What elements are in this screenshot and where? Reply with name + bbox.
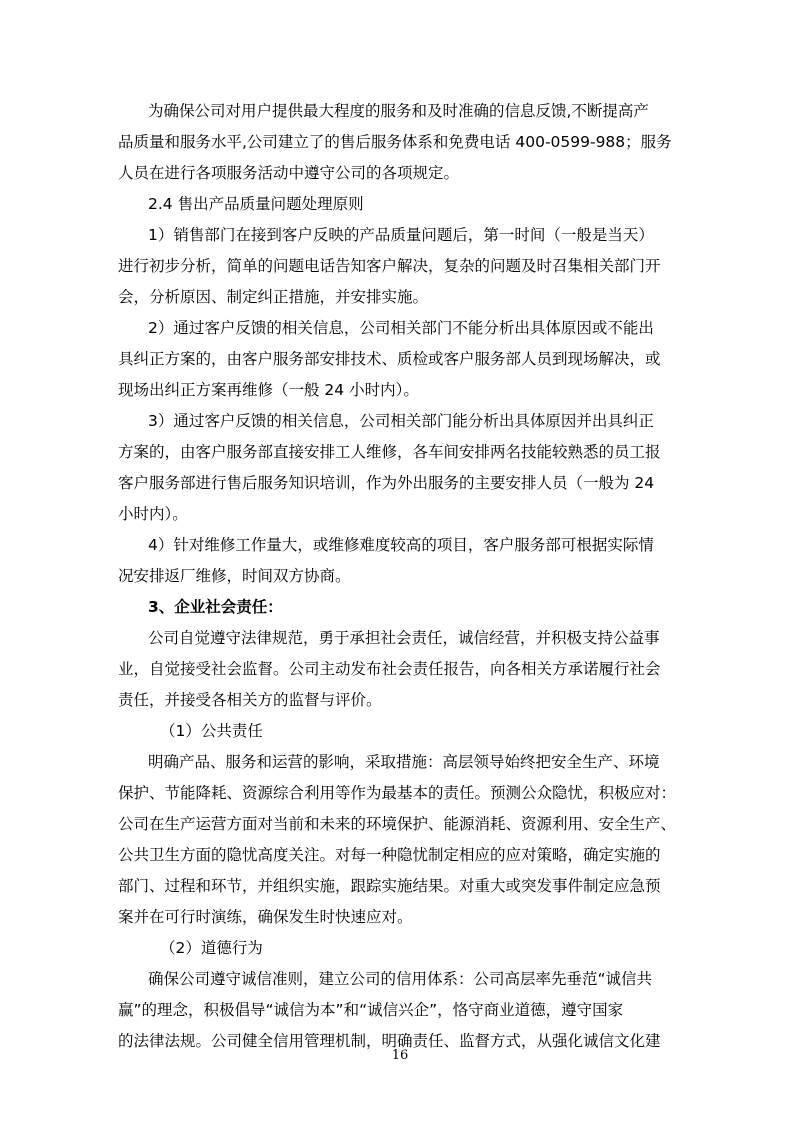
item-3-line-3: 客户服务部进行售后服务知识培训，作为外出服务的主要安排人员（一般为 24 [118,474,655,492]
public-paragraph-line-1: 明确产品、服务和运营的影响，采取措施：高层领导始终把安全生产、环境 [148,753,660,771]
section-heading-2-4: 2.4 售出产品质量问题处理原则 [148,195,364,213]
page-number: 16 [391,1048,409,1063]
item-2-line-3: 现场出纠正方案再维修（一般 24 小时内）。 [118,381,419,399]
public-paragraph-line-2: 保护、节能降耗、资源综合利用等作为最基本的责任。预测公众隐忧，积极应对： [118,784,677,802]
ethics-paragraph-line-3: 的法律法规。公司健全信用管理机制，明确责任、监督方式，从强化诚信文化建 [118,1032,661,1050]
item-3-line-4: 小时内）。 [118,505,188,523]
public-paragraph-line-3: 公司在生产运营方面对当前和未来的环境保护、能源消耗、资源利用、安全生产、 [118,815,677,833]
paragraph-service-line-2: 品质量和服务水平,公司建立了的售后服务体系和免费电话 400-0599-988；服务 [118,133,672,151]
item-2-line-1: 2）通过客户反馈的相关信息，公司相关部门不能分析出具体原因或不能出 [148,319,654,337]
item-1-line-1: 1）销售部门在接到客户反映的产品质量问题后，第一时间（一般是当天） [148,226,654,244]
public-paragraph-line-4: 公共卫生方面的隐忧高度关注。对每一种隐忧制定相应的应对策略，确定实施的 [118,846,661,864]
item-1-line-2: 进行初步分析，简单的问题电话告知客户解决，复杂的问题及时召集相关部门开 [118,257,661,275]
section-heading-3: 3、企业社会责任： [148,598,283,616]
item-1-line-3: 会，分析原因、制定纠正措施，并安排实施。 [118,288,429,306]
item-3-line-2: 方案的，由客户服务部直接安排工人维修，各车间安排两名技能较熟悉的员工报 [118,443,661,461]
csr-paragraph-line-3: 责任，并接受各相关方的监督与评价。 [118,691,382,709]
item-2-line-2: 具纠正方案的，由客户服务部安排技术、质检或客户服务部人员到现场解决，或 [118,350,661,368]
item-4-line-2: 况安排返厂维修，时间双方协商。 [118,567,351,585]
ethics-paragraph-line-2: 赢”的理念，积极倡导“诚信为本”和“诚信兴企”，恪守商业道德，遵守国家 [118,1001,624,1019]
item-3-line-1: 3）通过客户反馈的相关信息，公司相关部门能分析出具体原因并出具纠正 [148,412,654,430]
public-paragraph-line-6: 案并在可行时演练，确保发生时快速应对。 [118,908,413,926]
public-paragraph-line-5: 部门、过程和环节，并组织实施，跟踪实施结果。对重大或突发事件制定应急预 [118,877,661,895]
item-4-line-1: 4）针对维修工作量大，或维修难度较高的项目，客户服务部可根据实际情 [148,536,654,554]
subheading-ethical-behavior: （2）道德行为 [160,939,263,957]
csr-paragraph-line-1: 公司自觉遵守法律规范，勇于承担社会责任，诚信经营，并积极支持公益事 [148,629,660,647]
subheading-public-responsibility: （1）公共责任 [160,722,263,740]
csr-paragraph-line-2: 业，自觉接受社会监督。公司主动发布社会责任报告，向各相关方承诺履行社会 [118,660,661,678]
paragraph-service-line-1: 为确保公司对用户提供最大程度的服务和及时准确的信息反馈,不断提高产 [148,102,649,120]
ethics-paragraph-line-1: 确保公司遵守诚信准则，建立公司的信用体系：公司高层率先垂范“诚信共 [148,970,653,988]
paragraph-service-line-3: 人员在进行各项服务活动中遵守公司的各项规定。 [118,164,460,182]
